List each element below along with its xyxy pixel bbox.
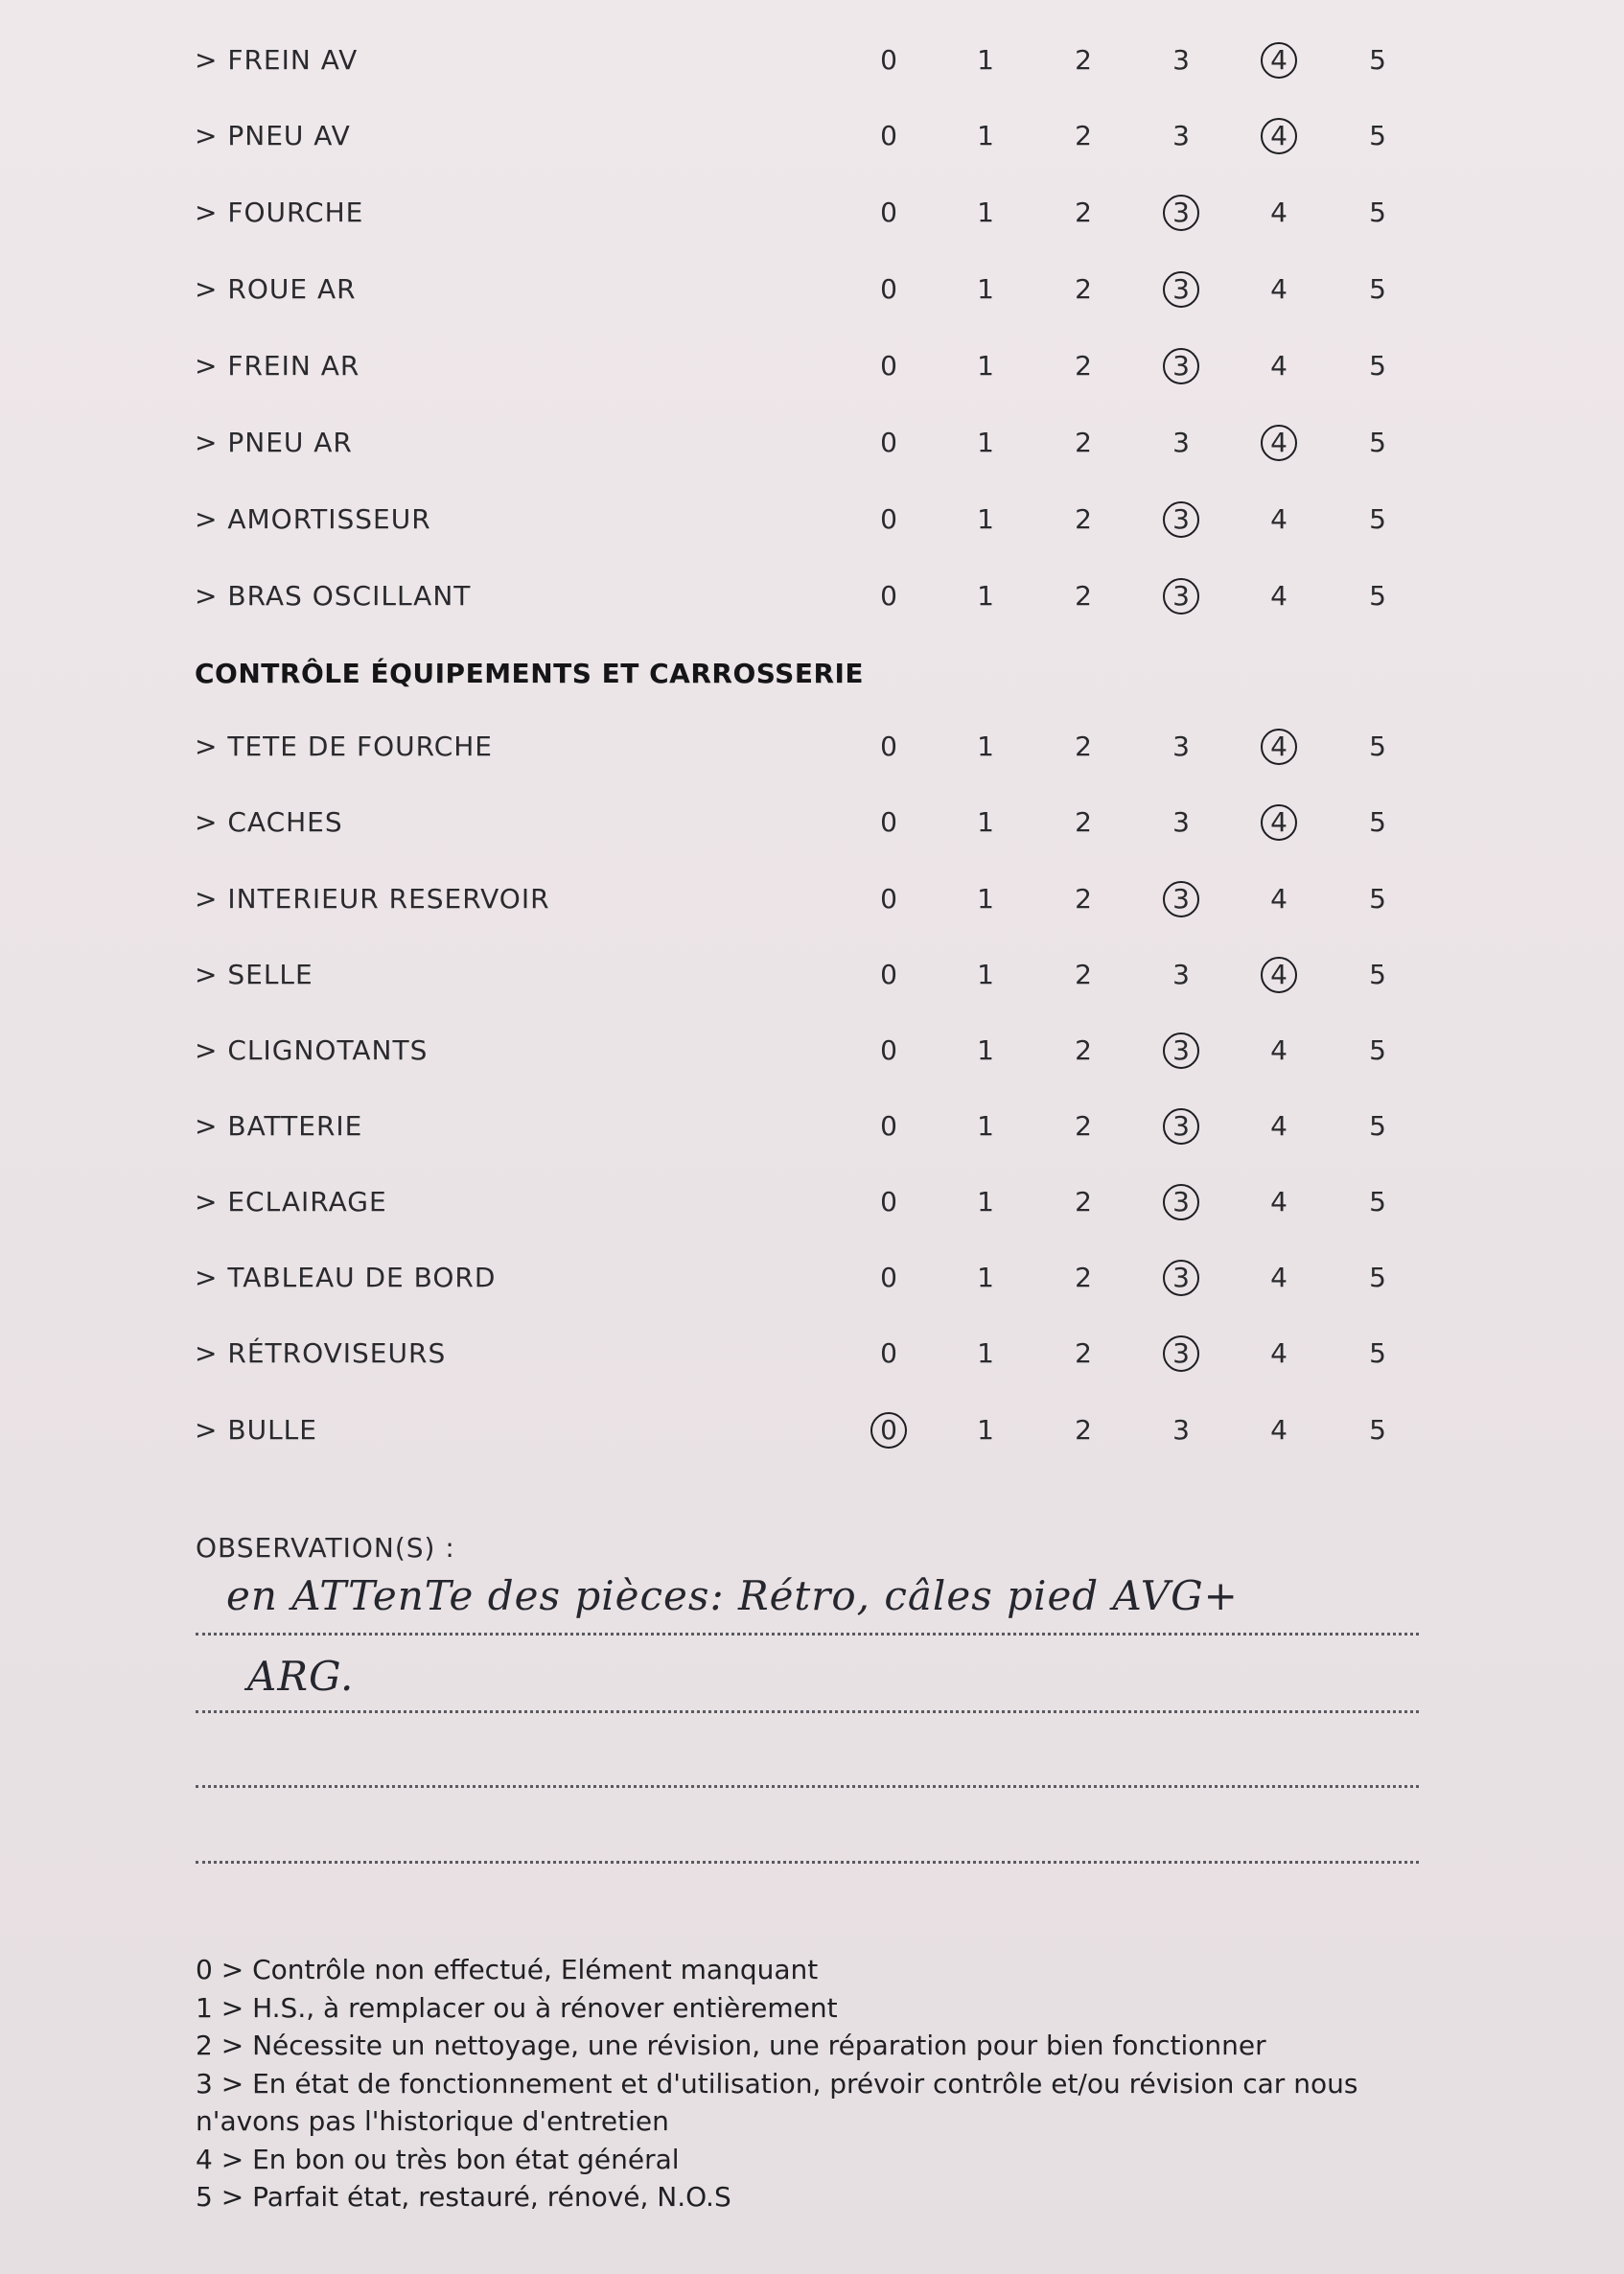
score-option[interactable]: 1 [977,350,994,382]
checklist-item-label: > PNEU AV [195,120,351,151]
score-option[interactable]: 4 [1270,273,1288,305]
score-option-selected[interactable]: 0 [868,1411,910,1450]
score-option[interactable]: 2 [1075,580,1092,612]
score-option[interactable]: 4 [1270,350,1288,382]
score-option[interactable]: 2 [1075,883,1092,915]
score-option[interactable]: 2 [1075,731,1092,762]
score-option[interactable]: 5 [1369,580,1386,612]
checklist-item-label: > ROUE AR [195,273,357,305]
score-option[interactable]: 1 [977,883,994,915]
score-option[interactable]: 2 [1075,350,1092,382]
score-option-selected[interactable]: 4 [1258,41,1300,80]
score-option[interactable]: 2 [1075,503,1092,535]
score-option[interactable]: 4 [1270,1262,1288,1293]
score-option[interactable]: 2 [1075,1110,1092,1142]
score-option-selected[interactable]: 3 [1160,194,1202,232]
score-option[interactable]: 1 [977,120,994,151]
score-option[interactable]: 1 [977,806,994,838]
score-option[interactable]: 3 [1172,120,1190,151]
score-option-selected[interactable]: 3 [1160,1183,1202,1221]
score-option[interactable]: 0 [880,1337,897,1369]
score-option[interactable]: 0 [880,731,897,762]
score-option-selected[interactable]: 4 [1258,728,1300,766]
score-option-selected[interactable]: 3 [1160,270,1202,309]
score-option[interactable]: 0 [880,120,897,151]
score-option[interactable]: 5 [1369,883,1386,915]
score-option-selected[interactable]: 3 [1160,577,1202,615]
score-option[interactable]: 1 [977,1262,994,1293]
score-option[interactable]: 4 [1270,580,1288,612]
score-option[interactable]: 1 [977,1110,994,1142]
checklist-item-label: > RÉTROVISEURS [195,1337,447,1369]
checklist-item-label: > FOURCHE [195,197,364,228]
score-option[interactable]: 1 [977,427,994,458]
score-option[interactable]: 1 [977,1337,994,1369]
score-option[interactable]: 0 [880,503,897,535]
section-title-equipements: CONTRÔLE ÉQUIPEMENTS ET CARROSSERIE [195,658,865,689]
checklist-row [0,577,1624,615]
score-option[interactable]: 2 [1075,427,1092,458]
score-option[interactable]: 1 [977,580,994,612]
score-option[interactable]: 2 [1075,120,1092,151]
checklist-item-label: > SELLE [195,959,313,990]
score-option-selected[interactable]: 4 [1258,117,1300,155]
score-option[interactable]: 1 [977,197,994,228]
score-option[interactable]: 0 [880,959,897,990]
checklist-item-label: > ECLAIRAGE [195,1186,387,1218]
score-option-selected[interactable]: 3 [1160,880,1202,918]
score-option[interactable]: 1 [977,1034,994,1066]
score-option[interactable]: 5 [1369,1262,1386,1293]
legend-line-1: 1 > H.S., à remplacer ou à rénover entièrement [196,1991,838,2024]
score-option[interactable]: 3 [1172,44,1190,76]
score-option[interactable]: 2 [1075,806,1092,838]
score-option[interactable]: 5 [1369,1110,1386,1142]
checklist-row [0,1183,1624,1221]
checklist-item-label: > BULLE [195,1414,317,1446]
score-option[interactable]: 0 [880,580,897,612]
score-option[interactable]: 0 [880,806,897,838]
checklist-item-label: > FREIN AV [195,44,359,76]
checklist-row [0,1107,1624,1146]
score-option[interactable]: 4 [1270,503,1288,535]
score-option[interactable]: 2 [1075,1414,1092,1446]
score-option[interactable]: 2 [1075,197,1092,228]
score-option[interactable]: 4 [1270,197,1288,228]
score-option[interactable]: 5 [1369,1414,1386,1446]
score-option[interactable]: 5 [1369,427,1386,458]
score-option[interactable]: 2 [1075,273,1092,305]
checklist-row [0,41,1624,80]
score-option[interactable]: 4 [1270,1110,1288,1142]
handwritten-observation-line-2: ARG. [247,1653,355,1700]
checklist-row [0,956,1624,994]
score-option[interactable]: 1 [977,273,994,305]
rating-legend [196,1951,1442,2216]
score-option[interactable]: 3 [1172,427,1190,458]
checklist-item-label: > PNEU AR [195,427,353,458]
score-option[interactable]: 0 [880,1034,897,1066]
score-option[interactable]: 0 [880,350,897,382]
score-option[interactable]: 0 [880,427,897,458]
checklist-item-label: > AMORTISSEUR [195,503,431,535]
score-option-selected[interactable]: 4 [1258,956,1300,994]
score-option[interactable]: 1 [977,503,994,535]
checklist-row [0,728,1624,766]
checklist-item-label: > TABLEAU DE BORD [195,1262,497,1293]
score-option-selected[interactable]: 4 [1258,424,1300,462]
checklist-item-label: > BATTERIE [195,1110,363,1142]
checklist-row [0,803,1624,842]
score-option[interactable]: 0 [880,1110,897,1142]
checklist-item-label: > INTERIEUR RESERVOIR [195,883,550,915]
score-option[interactable]: 5 [1369,1337,1386,1369]
score-option[interactable]: 5 [1369,503,1386,535]
checklist-row [0,1032,1624,1070]
score-option[interactable]: 5 [1369,273,1386,305]
checklist-item-label: > CLIGNOTANTS [195,1034,429,1066]
checklist-row [0,880,1624,918]
score-option[interactable]: 3 [1172,806,1190,838]
legend-line-0: 0 > Contrôle non effectué, Elément manquant [196,1954,819,1985]
score-option[interactable]: 2 [1075,44,1092,76]
score-option[interactable]: 2 [1075,1262,1092,1293]
legend-line-5: 5 > Parfait état, restauré, rénové, N.O.S [196,2181,731,2213]
score-option[interactable]: 0 [880,1186,897,1218]
checklist-item-label: > CACHES [195,806,343,838]
score-option[interactable]: 5 [1369,959,1386,990]
score-option[interactable]: 5 [1369,44,1386,76]
score-option[interactable]: 1 [977,959,994,990]
legend-line-2: 2 > Nécessite un nettoyage, une révision, une réparation pour bien fonctionner [196,2030,1266,2061]
score-option-selected[interactable]: 3 [1160,1032,1202,1070]
score-option-selected[interactable]: 3 [1160,1334,1202,1373]
score-option-selected[interactable]: 3 [1160,1107,1202,1146]
score-option[interactable]: 4 [1270,1414,1288,1446]
score-option[interactable]: 3 [1172,1414,1190,1446]
score-option[interactable]: 0 [880,1262,897,1293]
score-option-selected[interactable]: 4 [1258,803,1300,842]
checklist-row [0,1334,1624,1373]
score-option-selected[interactable]: 3 [1160,1259,1202,1297]
checklist-row [0,500,1624,539]
score-option[interactable]: 3 [1172,731,1190,762]
score-option[interactable]: 2 [1075,959,1092,990]
checklist-row [0,194,1624,232]
score-option[interactable]: 5 [1369,1186,1386,1218]
score-option[interactable]: 4 [1270,1034,1288,1066]
legend-line-4: 4 > En bon ou très bon état général [196,2143,680,2175]
score-option[interactable]: 2 [1075,1034,1092,1066]
score-option[interactable]: 0 [880,883,897,915]
score-option[interactable]: 4 [1270,1186,1288,1218]
score-option[interactable]: 1 [977,1186,994,1218]
score-option[interactable]: 2 [1075,1186,1092,1218]
score-option[interactable]: 5 [1369,120,1386,151]
checklist-item-label: > TETE DE FOURCHE [195,731,493,762]
observation-dotted-line-1 [196,1633,1419,1636]
score-option-selected[interactable]: 3 [1160,500,1202,539]
score-option[interactable]: 1 [977,731,994,762]
observations-title: OBSERVATION(S) : [196,1532,455,1564]
score-option[interactable]: 3 [1172,959,1190,990]
score-option[interactable]: 1 [977,44,994,76]
observation-dotted-line-3 [196,1785,1419,1788]
score-option[interactable]: 2 [1075,1337,1092,1369]
checklist-row [0,424,1624,462]
score-option[interactable]: 5 [1369,1034,1386,1066]
checklist-row [0,117,1624,155]
score-option-selected[interactable]: 3 [1160,347,1202,385]
checklist-row [0,1411,1624,1450]
score-option[interactable]: 4 [1270,883,1288,915]
score-option[interactable]: 4 [1270,1337,1288,1369]
observation-dotted-line-4 [196,1861,1419,1864]
handwritten-observation-line-1: en ATTenTe des pièces: Rétro, câles pied AVG+ [226,1572,1239,1619]
observation-dotted-line-2 [196,1710,1419,1713]
checklist-item-label: > BRAS OSCILLANT [195,580,472,612]
checklist-row [0,270,1624,309]
checklist-row [0,347,1624,385]
legend-line-3: 3 > En état de fonctionnement et d'utilisation, prévoir contrôle et/ou révision car nous n'avons pas l'historique d'entretien [196,2067,1358,2137]
score-option[interactable]: 0 [880,197,897,228]
score-option[interactable]: 5 [1369,197,1386,228]
score-option[interactable]: 0 [880,44,897,76]
score-option[interactable]: 5 [1369,731,1386,762]
score-option[interactable]: 0 [880,273,897,305]
checklist-item-label: > FREIN AR [195,350,360,382]
checklist-row [0,1259,1624,1297]
score-option[interactable]: 5 [1369,350,1386,382]
score-option[interactable]: 5 [1369,806,1386,838]
score-option[interactable]: 1 [977,1414,994,1446]
